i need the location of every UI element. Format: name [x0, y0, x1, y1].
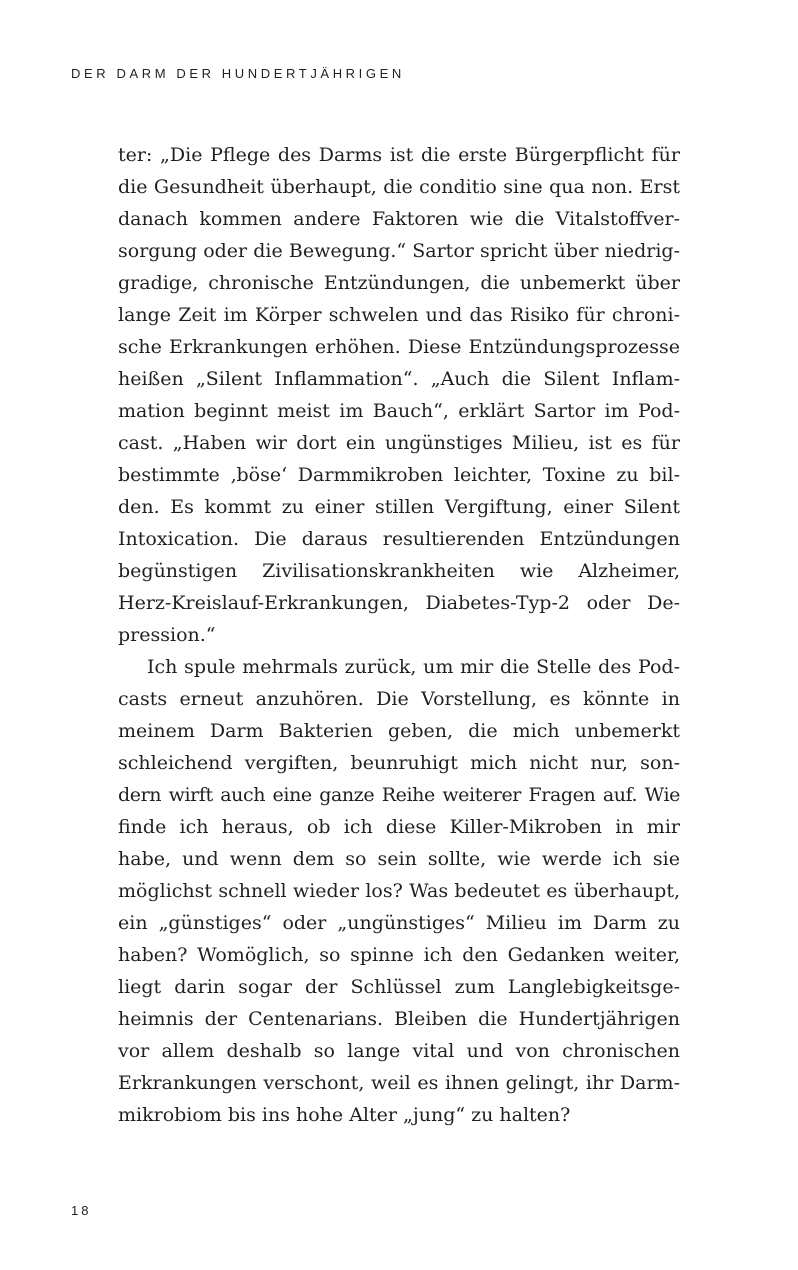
text-line: casts erneut anzuhören. Die Vorstellung, es könnte in [118, 688, 680, 710]
text-line: bestimmte ‚böse‘ Darmmikroben leichter, Toxine zu bil- [118, 464, 680, 486]
text-line: pression.“ [118, 624, 216, 646]
text-line: finde ich heraus, ob ich diese Killer-Mikroben in mir [118, 816, 680, 838]
text-line: ein „günstiges“ oder „ungünstiges“ Milieu im Darm zu [118, 912, 680, 934]
text-line: die Gesundheit überhaupt, die conditio sine qua non. Erst [118, 176, 680, 198]
text-line: haben? Womöglich, so spinne ich den Gedanken weiter, [118, 944, 680, 966]
text-line: Intoxication. Die daraus resultierenden Entzündungen [118, 528, 680, 550]
text-line: heimnis der Centenarians. Bleiben die Hundertjährigen [118, 1008, 680, 1030]
text-line: Erkrankungen verschont, weil es ihnen gelingt, ihr Darm- [118, 1072, 680, 1094]
text-line: vor allem deshalb so lange vital und von chronischen [118, 1040, 680, 1062]
text-line: sche Erkrankungen erhöhen. Diese Entzündungsprozesse [118, 336, 680, 358]
text-line: liegt darin sogar der Schlüssel zum Langlebigkeitsge- [118, 976, 680, 998]
text-line: mikrobiom bis ins hohe Alter „jung“ zu halten? [118, 1104, 571, 1126]
text-line: begünstigen Zivilisationskrankheiten wie Alzheimer, [118, 560, 680, 582]
text-line: gradige, chronische Entzündungen, die unbemerkt über [118, 272, 680, 294]
text-line: möglichst schnell wieder los? Was bedeutet es überhaupt, [118, 880, 680, 902]
text-line: habe, und wenn dem so sein sollte, wie werde ich sie [118, 848, 680, 870]
text-line: den. Es kommt zu einer stillen Vergiftung, einer Silent [118, 496, 680, 518]
text-line: meinem Darm Bakterien geben, die mich unbemerkt [118, 720, 680, 742]
text-line: sorgung oder die Bewegung.“ Sartor spricht über niedrig- [118, 240, 680, 262]
text-line: ter: „Die Pflege des Darms ist die erste Bürgerpflicht für [118, 144, 680, 166]
text-line: cast. „Haben wir dort ein ungünstiges Milieu, ist es für [118, 432, 680, 454]
page-number: 18 [71, 1203, 92, 1218]
text-line: schleichend vergiften, beunruhigt mich nicht nur, son- [118, 752, 680, 774]
text-line: danach kommen andere Faktoren wie die Vitalstoffver- [118, 208, 680, 230]
text-line: Ich spule mehrmals zurück, um mir die Stelle des Pod- [147, 656, 680, 678]
body-text [118, 139, 680, 1131]
text-line: mation beginnt meist im Bauch“, erklärt Sartor im Pod- [118, 400, 680, 422]
text-line: heißen „Silent Inflammation“. „Auch die Silent Inflam- [118, 368, 680, 390]
text-line: lange Zeit im Körper schwelen und das Risiko für chroni- [118, 304, 680, 326]
text-line: Herz-Kreislauf-Erkrankungen, Diabetes-Typ-2 oder De- [118, 592, 680, 614]
running-head: DER DARM DER HUNDERTJÄHRIGEN [71, 66, 405, 81]
text-line: dern wirft auch eine ganze Reihe weiterer Fragen auf. Wie [118, 784, 680, 806]
